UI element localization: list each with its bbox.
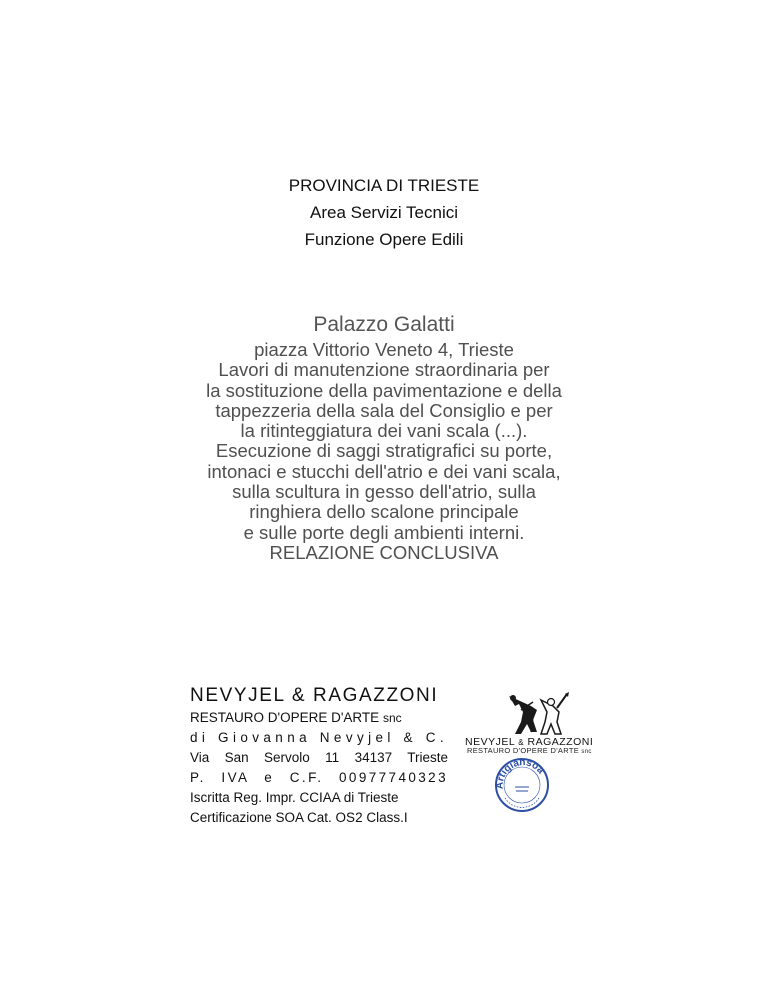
company-subtitle [190,708,448,728]
description-line: Lavori di manutenzione straordinaria per [218,359,550,381]
header-line-2: Area Servizi Tecnici [309,203,459,222]
logo-name-amp: & [518,738,525,747]
description-line: Esecuzione di saggi stratigrafici su porte, [215,440,553,462]
logo-subtitle-snc: snc [581,749,592,755]
company-address: Via San Servolo 11 34137 Trieste [190,750,448,765]
description-line: tappezzeria della sala del Consiglio e per [215,399,553,421]
svg-text:Artigiansoa: Artigiansoa [494,757,547,790]
header-line-3: Funzione Opere Edili [304,230,464,249]
company-vat: P. IVA e C.F. 00977740323 [190,770,448,785]
description-line: sulla scultura in gesso dell'atrio, sulla [232,481,536,503]
company-subtitle-text: RESTAURO D'OPERE D'ARTE [190,710,380,725]
description-line: e sulle porte degli ambienti interni. [243,521,525,543]
report-label: RELAZIONE CONCLUSIVA [269,541,499,563]
company-subtitle-snc: snc [382,711,402,725]
logo-name-part1: NEVYJEL [465,736,515,748]
description-line: ringhiera dello scalone principale [249,501,519,523]
company-owner: di Giovanna Nevyjel & C. [190,730,448,745]
company-logo [465,684,605,824]
logo-subtitle [467,746,592,755]
company-name: NEVYJEL & RAGAZZONI [190,685,439,706]
title-block [0,312,768,563]
company-registry: Iscritta Reg. Impr. CCIAA di Trieste [190,790,399,805]
header [0,172,768,253]
document-description [0,340,768,563]
restorers-figure-icon [501,692,571,736]
header-line-1: PROVINCIA DI TRIESTE [288,176,480,195]
artigiansoa-seal-icon [493,756,551,814]
document-title: Palazzo Galatti [313,313,455,336]
logo-subtitle-text: RESTAURO D'OPERE D'ARTE [467,746,580,755]
description-line: piazza Vittorio Veneto 4, Trieste [254,339,514,360]
description-line: la sostituzione della pavimentazione e della [206,379,562,401]
company-certification: Certificazione SOA Cat. OS2 Class.I [190,810,408,825]
company-info [190,684,448,828]
description-line: intonaci e stucchi dell'atrio e dei vani scala, [207,460,561,482]
logo-name-part2: RAGAZZONI [527,736,594,748]
description-line: la ritinteggiatura dei vani scala (...). [240,420,528,442]
